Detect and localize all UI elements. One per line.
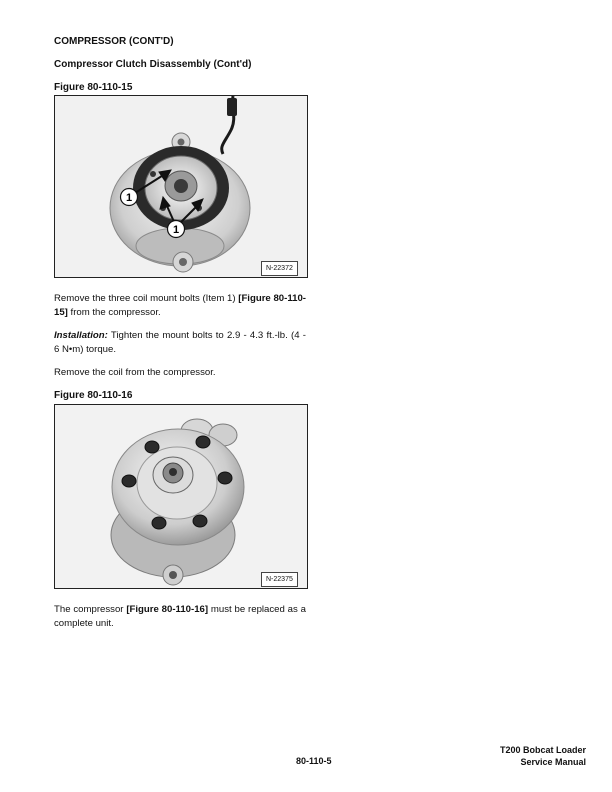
manual-title: T200 Bobcat Loader [499, 745, 586, 755]
figure-caption-2: Figure 80-110-16 [54, 390, 133, 401]
installation-text: Tighten the mount bolts to 2.9 - 4.3 ft.-lb. (4 - 6 N•m) torque. [54, 330, 306, 355]
figure-ref-15: [Figure 80-110-15] [54, 293, 306, 318]
paragraph-installation [54, 329, 306, 356]
para1-pre: Remove the three coil mount bolts (Item 1) [54, 293, 239, 304]
para1-post: from the compressor. [67, 306, 161, 318]
paragraph-remove-bolts [54, 292, 306, 319]
negative-number-1: N-22372 [261, 261, 298, 276]
manual-subtitle: Service Manual [520, 757, 586, 767]
installation-label: Installation: [54, 330, 108, 341]
manual-title-block [500, 744, 586, 768]
figure-ref-16: [Figure 80-110-16] [126, 604, 209, 615]
compressor-coil-photo [55, 96, 307, 277]
para4-post: must be replaced as a complete unit. [54, 604, 306, 629]
compressor-body-photo [55, 405, 307, 588]
section-title: COMPRESSOR (CONT'D) [54, 36, 174, 47]
page-number: 80-110-5 [296, 756, 332, 766]
paragraph-remove-coil: Remove the coil from the compressor. [54, 367, 216, 378]
callout-label-bottom: 1 [172, 224, 180, 236]
para4-pre: The compressor [54, 604, 127, 615]
paragraph-replace-unit [54, 603, 306, 630]
subsection-title: Compressor Clutch Disassembly (Cont'd) [54, 59, 252, 70]
figure-caption-1: Figure 80-110-15 [54, 82, 133, 93]
figure-80-110-15 [54, 95, 308, 278]
figure-80-110-16 [54, 404, 308, 589]
callout-label-left: 1 [125, 192, 133, 204]
negative-number-2: N-22375 [261, 572, 298, 587]
